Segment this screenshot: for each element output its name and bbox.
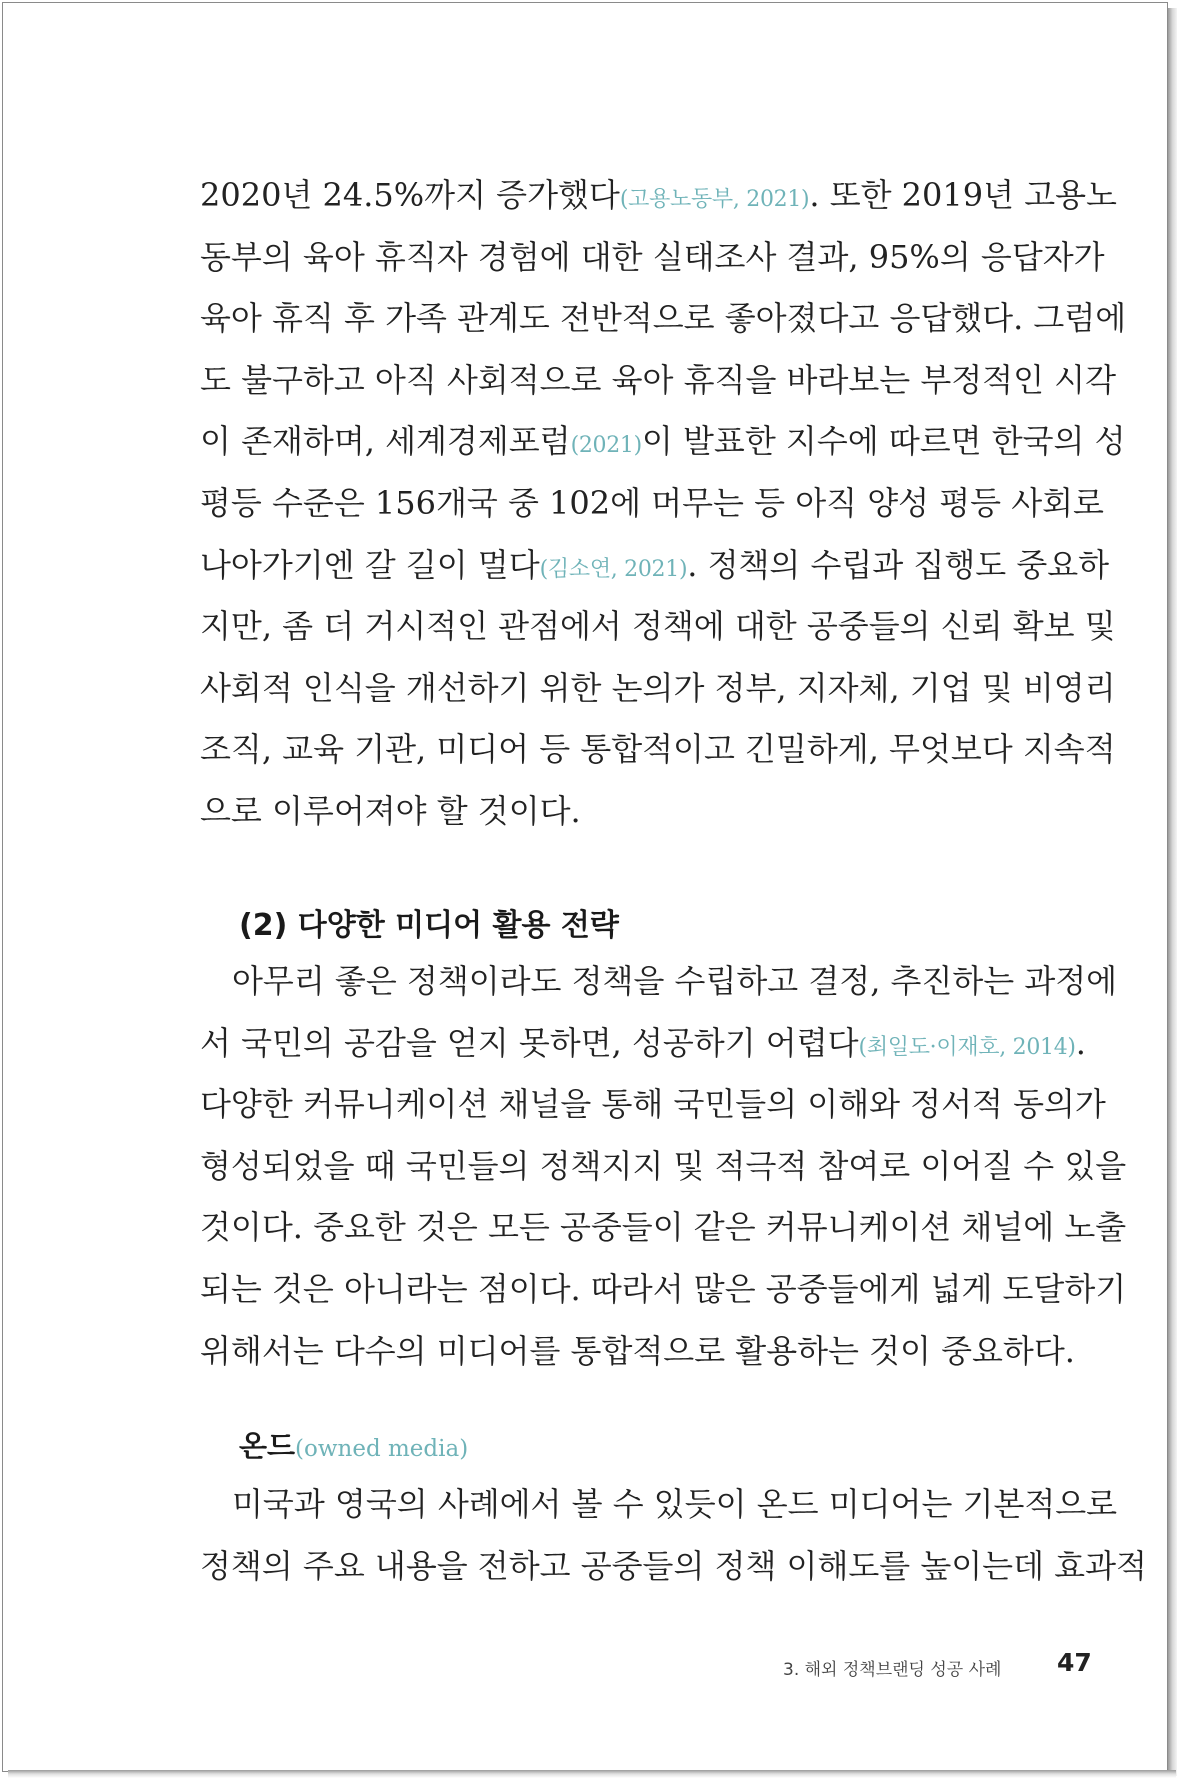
body-paragraph-2 — [200, 951, 1127, 1382]
text-line: 아무리 좋은 정책이라도 정책을 수립하고 결정, 추진하는 과정에 — [200, 962, 1118, 1000]
page-shadow-right — [1168, 8, 1177, 1776]
text-line: 지만, 좀 더 거시적인 관점에서 정책에 대한 공중들의 신뢰 확보 및 — [200, 607, 1116, 646]
page-shadow-bottom — [8, 1770, 1176, 1778]
text-line: 동부의 육아 휴직자 경험에 대한 실태조사 결과, 95%의 응답자가 — [200, 237, 1105, 276]
text-line: 형성되었을 때 국민들의 정책지지 및 적극적 참여로 이어질 수 있을 — [200, 1146, 1127, 1185]
text-line: 육아 휴직 후 가족 관계도 전반적으로 좋아졌다고 응답했다. 그럼에 — [200, 299, 1127, 338]
text-line: 것이다. 중요한 것은 모든 공중들이 같은 커뮤니케이션 채널에 노출 — [200, 1208, 1127, 1247]
page-number: 47 — [1057, 1648, 1092, 1677]
body-paragraph-1 — [200, 165, 1127, 843]
text-line: 조직, 교육 기관, 미디어 등 통합적이고 긴밀하게, 무엇보다 지속적 — [200, 730, 1116, 769]
subsection-english: (owned media) — [295, 1436, 469, 1462]
running-footer: 3. 해외 정책브랜딩 성공 사례 — [783, 1660, 1002, 1680]
citation: (고용노동부, 2021) — [619, 187, 810, 212]
citation: (최일도·이재호, 2014) — [858, 1034, 1076, 1060]
text-line: 도 불구하고 아직 사회적으로 육아 휴직을 바라보는 부정적인 시각 — [200, 360, 1117, 399]
text-line: 평등 수준은 156개국 중 102에 머무는 등 아직 양성 평등 사회로 — [200, 483, 1104, 522]
text-line: 나아가기엔 갈 길이 멀다(김소연, 2021). 정책의 수립과 집행도 중요하 — [200, 545, 1110, 584]
subsection-title: 온드 — [239, 1429, 296, 1463]
subsection-heading — [239, 1424, 468, 1465]
text-line: 위해서는 다수의 미디어를 통합적으로 활용하는 것이 중요하다. — [200, 1331, 1075, 1370]
book-page — [2, 2, 1168, 1772]
section-heading: (2) 다양한 미디어 활용 전략 — [239, 908, 619, 943]
body-paragraph-3 — [200, 1474, 1147, 1597]
text-line: 사회적 인식을 개선하기 위한 논의가 정부, 지자체, 기업 및 비영리 — [200, 668, 1116, 707]
text-line: 정책의 주요 내용을 전하고 공중들의 정책 이해도를 높이는데 효과적 — [200, 1546, 1147, 1585]
text-line: 으로 이루어져야 할 것이다. — [200, 791, 581, 830]
text-line: 되는 것은 아니라는 점이다. 따라서 많은 공중들에게 넓게 도달하기 — [200, 1269, 1127, 1308]
text-line: 다양한 커뮤니케이션 채널을 통해 국민들의 이해와 정서적 동의가 — [200, 1085, 1106, 1124]
text-line: 미국과 영국의 사례에서 볼 수 있듯이 온드 미디어는 기본적으로 — [200, 1485, 1118, 1523]
text-line: 서 국민의 공감을 얻지 못하면, 성공하기 어렵다(최일도·이재호, 2014). — [200, 1023, 1086, 1062]
text-line: 이 존재하며, 세계경제포럼(2021)이 발표한 지수에 따르면 한국의 성 — [200, 422, 1126, 461]
citation: (2021) — [570, 433, 642, 459]
citation: (김소연, 2021) — [539, 556, 688, 582]
text-line: 2020년 24.5%까지 증가했다(고용노동부, 2021). 또한 2019년 고용노 — [200, 176, 1117, 214]
